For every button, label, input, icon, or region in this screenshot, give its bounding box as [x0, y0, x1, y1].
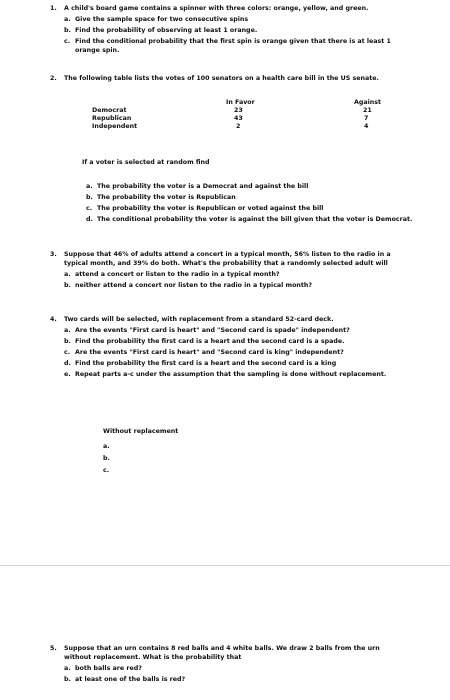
question-number: 5.	[50, 645, 57, 652]
part-text: Are the events "First card is heart" and "Second card is king" independent?	[75, 349, 344, 356]
part-label: d.	[86, 216, 93, 223]
part-label: a.	[64, 271, 71, 278]
part-text: Find the probability of observing at least 1 orange.	[75, 27, 258, 34]
question-text: Two cards will be selected, with replacement from a standard 52-card deck.	[64, 316, 334, 323]
part-label: a.	[64, 327, 71, 334]
part-label: c.	[86, 205, 93, 212]
table-cell-against: 21	[363, 107, 372, 114]
question-part	[64, 370, 429, 379]
without-replacement-heading: Without replacement	[103, 428, 179, 435]
question-part	[86, 215, 436, 224]
question-3	[50, 250, 429, 290]
table-cell-favor: 2	[236, 123, 241, 130]
part-label: b.	[86, 194, 93, 201]
question-2-parts	[86, 180, 436, 224]
table-cell-favor: 43	[234, 115, 243, 122]
table-cell-party: Republican	[92, 115, 132, 122]
part-text: Find the probability the first card is a heart and the second card is a king	[75, 360, 337, 367]
table-cell-favor: 23	[234, 107, 243, 114]
answer-label: a.	[103, 443, 110, 450]
question-part	[64, 664, 429, 673]
question-text: A child's board game contains a spinner with three colors: orange, yellow, and green.	[64, 5, 369, 12]
question-1	[50, 4, 429, 55]
table-row	[92, 122, 392, 130]
votes-table	[92, 98, 392, 130]
table-cell-against: 4	[364, 123, 369, 130]
question-text: without replacement. What is the probability that	[64, 654, 242, 661]
part-text: both balls are red?	[75, 665, 142, 672]
question-text: Suppose that 46% of adults attend a concert in a typical month, 56% listen to the radio in a	[64, 251, 391, 258]
part-text: attend a concert or listen to the radio in a typical month?	[75, 271, 280, 278]
part-text: Find the conditional probability that the first spin is orange given that there is at least 1	[75, 38, 391, 45]
question-part	[64, 26, 429, 35]
part-text: at least one of the balls is red?	[75, 676, 186, 683]
question-4	[50, 315, 429, 379]
find-intro: If a voter is selected at random find	[82, 159, 210, 166]
page-divider	[0, 565, 450, 566]
question-text: Suppose that an urn contains 8 red balls and 4 white balls. We draw 2 balls from the urn	[64, 645, 380, 652]
part-text: The conditional probability the voter is against the bill given that the voter is Democrat.	[97, 216, 413, 223]
answer-label: c.	[103, 467, 110, 474]
table-header-row	[92, 98, 392, 106]
question-text: The following table lists the votes of 100 senators on a health care bill in the US senate.	[64, 75, 379, 82]
part-text: neither attend a concert nor listen to the radio in a typical month?	[75, 282, 313, 289]
question-part	[64, 359, 429, 368]
question-5	[50, 644, 429, 684]
question-part	[86, 204, 436, 213]
question-text: typical month, and 39% do both. What's the probability that a randomly selected adult will	[64, 260, 388, 267]
part-label: a.	[64, 665, 71, 672]
table-cell-against: 7	[364, 115, 369, 122]
question-part	[64, 281, 429, 290]
part-label: e.	[64, 371, 71, 378]
question-part	[64, 270, 429, 279]
part-label: b.	[64, 282, 71, 289]
question-number: 2.	[50, 75, 57, 82]
part-label: b.	[64, 27, 71, 34]
question-part	[64, 326, 429, 335]
part-label: b.	[64, 676, 71, 683]
question-part	[86, 182, 436, 191]
part-label: b.	[64, 338, 71, 345]
part-label: c.	[64, 38, 71, 45]
table-row	[92, 114, 392, 122]
question-number: 1.	[50, 5, 57, 12]
part-label: c.	[64, 349, 71, 356]
part-text: The probability the voter is Republican	[97, 194, 236, 201]
part-label: d.	[64, 360, 71, 367]
part-text: The probability the voter is a Democrat and against the bill	[97, 183, 309, 190]
part-label: a.	[86, 183, 93, 190]
part-label: a.	[64, 16, 71, 23]
part-text: The probability the voter is Republican or voted against the bill	[97, 205, 324, 212]
question-number: 3.	[50, 251, 57, 258]
question-part	[64, 348, 429, 357]
table-header: In Favor	[226, 99, 255, 106]
question-part	[64, 337, 429, 346]
question-part	[64, 37, 429, 46]
question-part	[86, 193, 436, 202]
part-text: Repeat parts a-c under the assumption that the sampling is done without replacement.	[75, 371, 387, 378]
answer-label: b.	[103, 455, 110, 462]
question-part	[64, 675, 429, 684]
question-number: 4.	[50, 316, 57, 323]
part-text: Find the probability the first card is a heart and the second card is a spade.	[75, 338, 345, 345]
question-part-continuation	[64, 46, 429, 55]
table-cell-party: Independent	[92, 123, 138, 130]
table-row	[92, 106, 392, 114]
part-text: Give the sample space for two consecutive spins	[75, 16, 249, 23]
question-2	[50, 74, 429, 83]
question-part	[64, 15, 429, 24]
part-text: Are the events "First card is heart" and "Second card is spade" independent?	[75, 327, 350, 334]
table-cell-party: Democrat	[92, 107, 127, 114]
table-header: Against	[354, 99, 382, 106]
part-text: orange spin.	[75, 47, 120, 54]
